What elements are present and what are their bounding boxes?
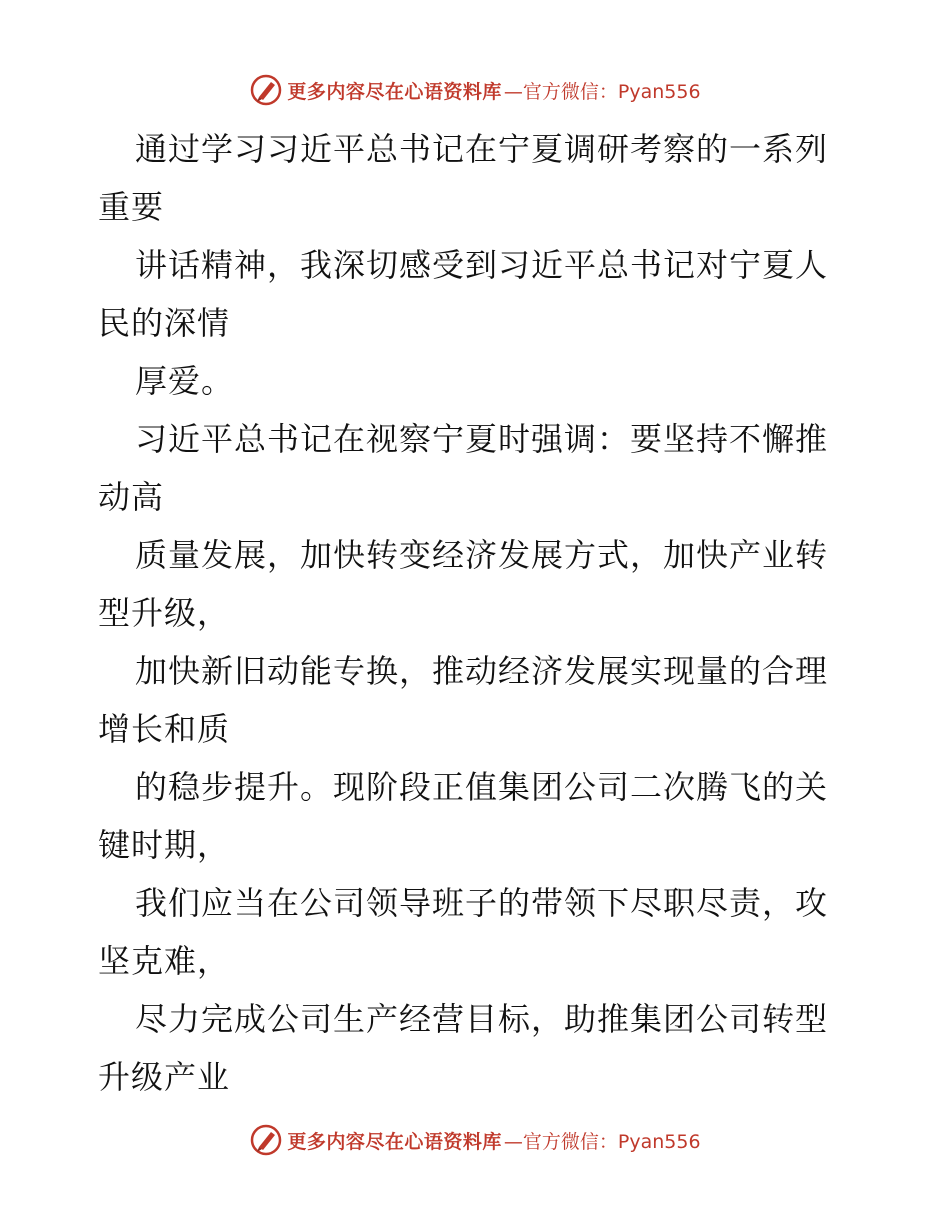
pen-circle-logo-icon <box>249 1123 283 1157</box>
pen-circle-logo-icon <box>249 73 283 107</box>
text-line: 质量发展，加快转变经济发展方式，加快产业转 <box>135 536 829 574</box>
text-line: 民的深情 <box>98 304 231 342</box>
text-line: 键时期， <box>98 826 231 864</box>
text-line: 习近平总书记在视察宁夏时强调：要坚持不懈推 <box>135 420 829 458</box>
text-line: 坚克难， <box>98 942 231 980</box>
text-line: 讲话精神，我深切感受到习近平总书记对宁夏人 <box>135 246 829 284</box>
banner-title: 更多内容尽在心语资料库 <box>287 80 502 103</box>
text-line: 动高 <box>98 478 165 516</box>
banner-title: 更多内容尽在心语资料库 <box>287 1130 502 1153</box>
text-line: 通过学习习近平总书记在宁夏调研考察的一系列 <box>135 130 829 168</box>
text-line: 的稳步提升。现阶段正值集团公司二次腾飞的关 <box>135 768 829 806</box>
text-line: 升级产业 <box>98 1058 231 1096</box>
document-body <box>98 120 858 1106</box>
text-line: 厚爱。 <box>135 362 235 400</box>
text-line: 我们应当在公司领导班子的带领下尽职尽责，攻 <box>135 884 829 922</box>
header-banner <box>0 70 950 110</box>
text-line: 重要 <box>98 188 165 226</box>
text-line: 尽力完成公司生产经营目标，助推集团公司转型 <box>135 1000 829 1038</box>
banner-wechat: —官方微信：Pyan556 <box>503 1130 701 1153</box>
banner-wechat: —官方微信：Pyan556 <box>503 80 701 103</box>
text-line: 加快新旧动能专换，推动经济发展实现量的合理 <box>135 652 829 690</box>
text-line: 型升级， <box>98 594 231 632</box>
text-line: 增长和质 <box>98 710 231 748</box>
footer-banner <box>0 1120 950 1160</box>
